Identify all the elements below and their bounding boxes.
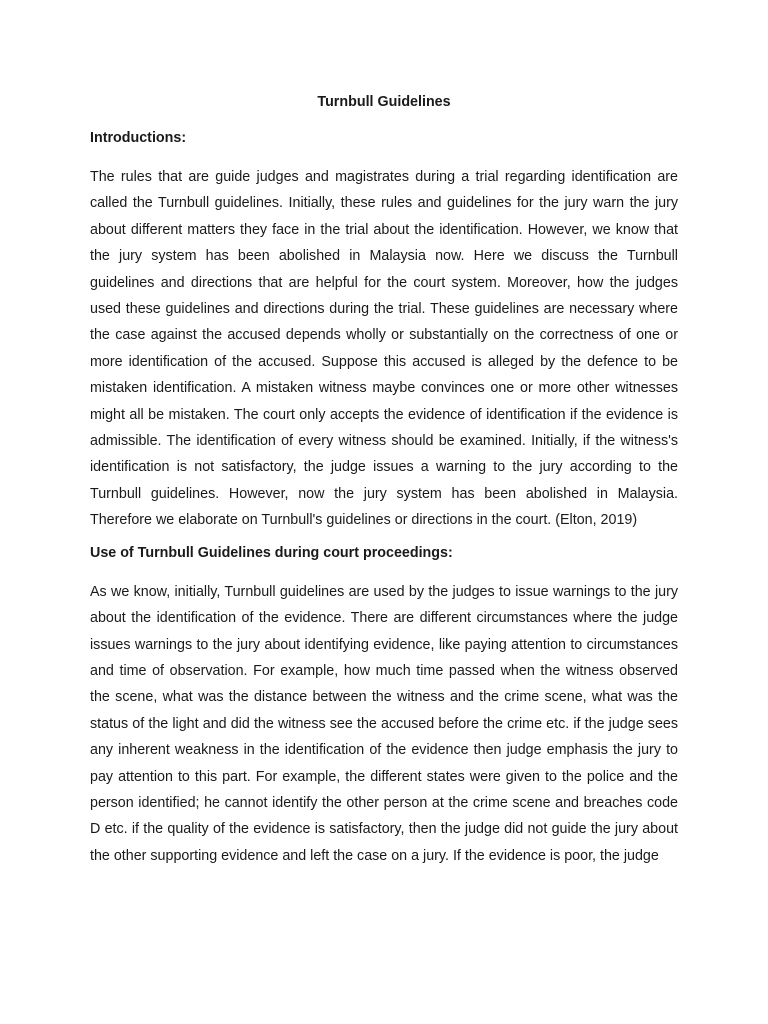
- document-content: [90, 92, 678, 878]
- document-title: Turnbull Guidelines: [317, 94, 451, 110]
- court-proceedings-paragraph: As we know, initially, Turnbull guidelines are used by the judges to issue warnings to the jury about the identification of the evidence. There are different circumstances where the judge issues warnings to the jury about identifying evidence, like paying attention to circumstances and time of observation. For example, how much time passed when the witness observed the scene, what was the distance between the witness and the crime scene, what was the status of the light and did the witness see the accused before the crime etc. if the judge sees any inherent weakness in the identification of the evidence then judge emphasis the jury to pay attention to this part. For example, the different states were given to the police and the person identified; he cannot identify the other person at the crime scene and breaches code D etc. if the quality of the evidence is satisfactory, then the judge did not guide the jury about the other supporting evidence and left the case on a jury. If the evidence is poor, the judge: [90, 583, 678, 864]
- section-heading-court-proceedings: Use of Turnbull Guidelines during court proceedings:: [90, 544, 453, 561]
- section-heading-introductions: Introductions:: [90, 130, 187, 146]
- introduction-paragraph: The rules that are guide judges and magistrates during a trial regarding identification are called the Turnbull guidelines. Initially, these rules and guidelines for the jury warn the jury about different matters they face in the trial about the identification. However, we know that the jury system has been abolished in Malaysia now. Here we discuss the Turnbull guidelines and directions that are helpful for the court system. Moreover, how the judges used these guidelines and directions during the trial. These guidelines are necessary where the case against the accused depends wholly or substantially on the correctness of one or more identification of the accused. Suppose this accused is alleged by the defence to be mistaken identification. A mistaken witness maybe convinces one or more other witnesses might all be mistaken. The court only accepts the evidence of identification if the evidence is admissible. The identification of every witness should be examined. Initially, if the witness's identification is not satisfactory, the judge issues a warning to the jury according to the Turnbull guidelines. However, now the jury system has been abolished in Malaysia. Therefore we elaborate on Turnbull's guidelines or directions in the court. (Elton, 2019): [90, 169, 678, 529]
